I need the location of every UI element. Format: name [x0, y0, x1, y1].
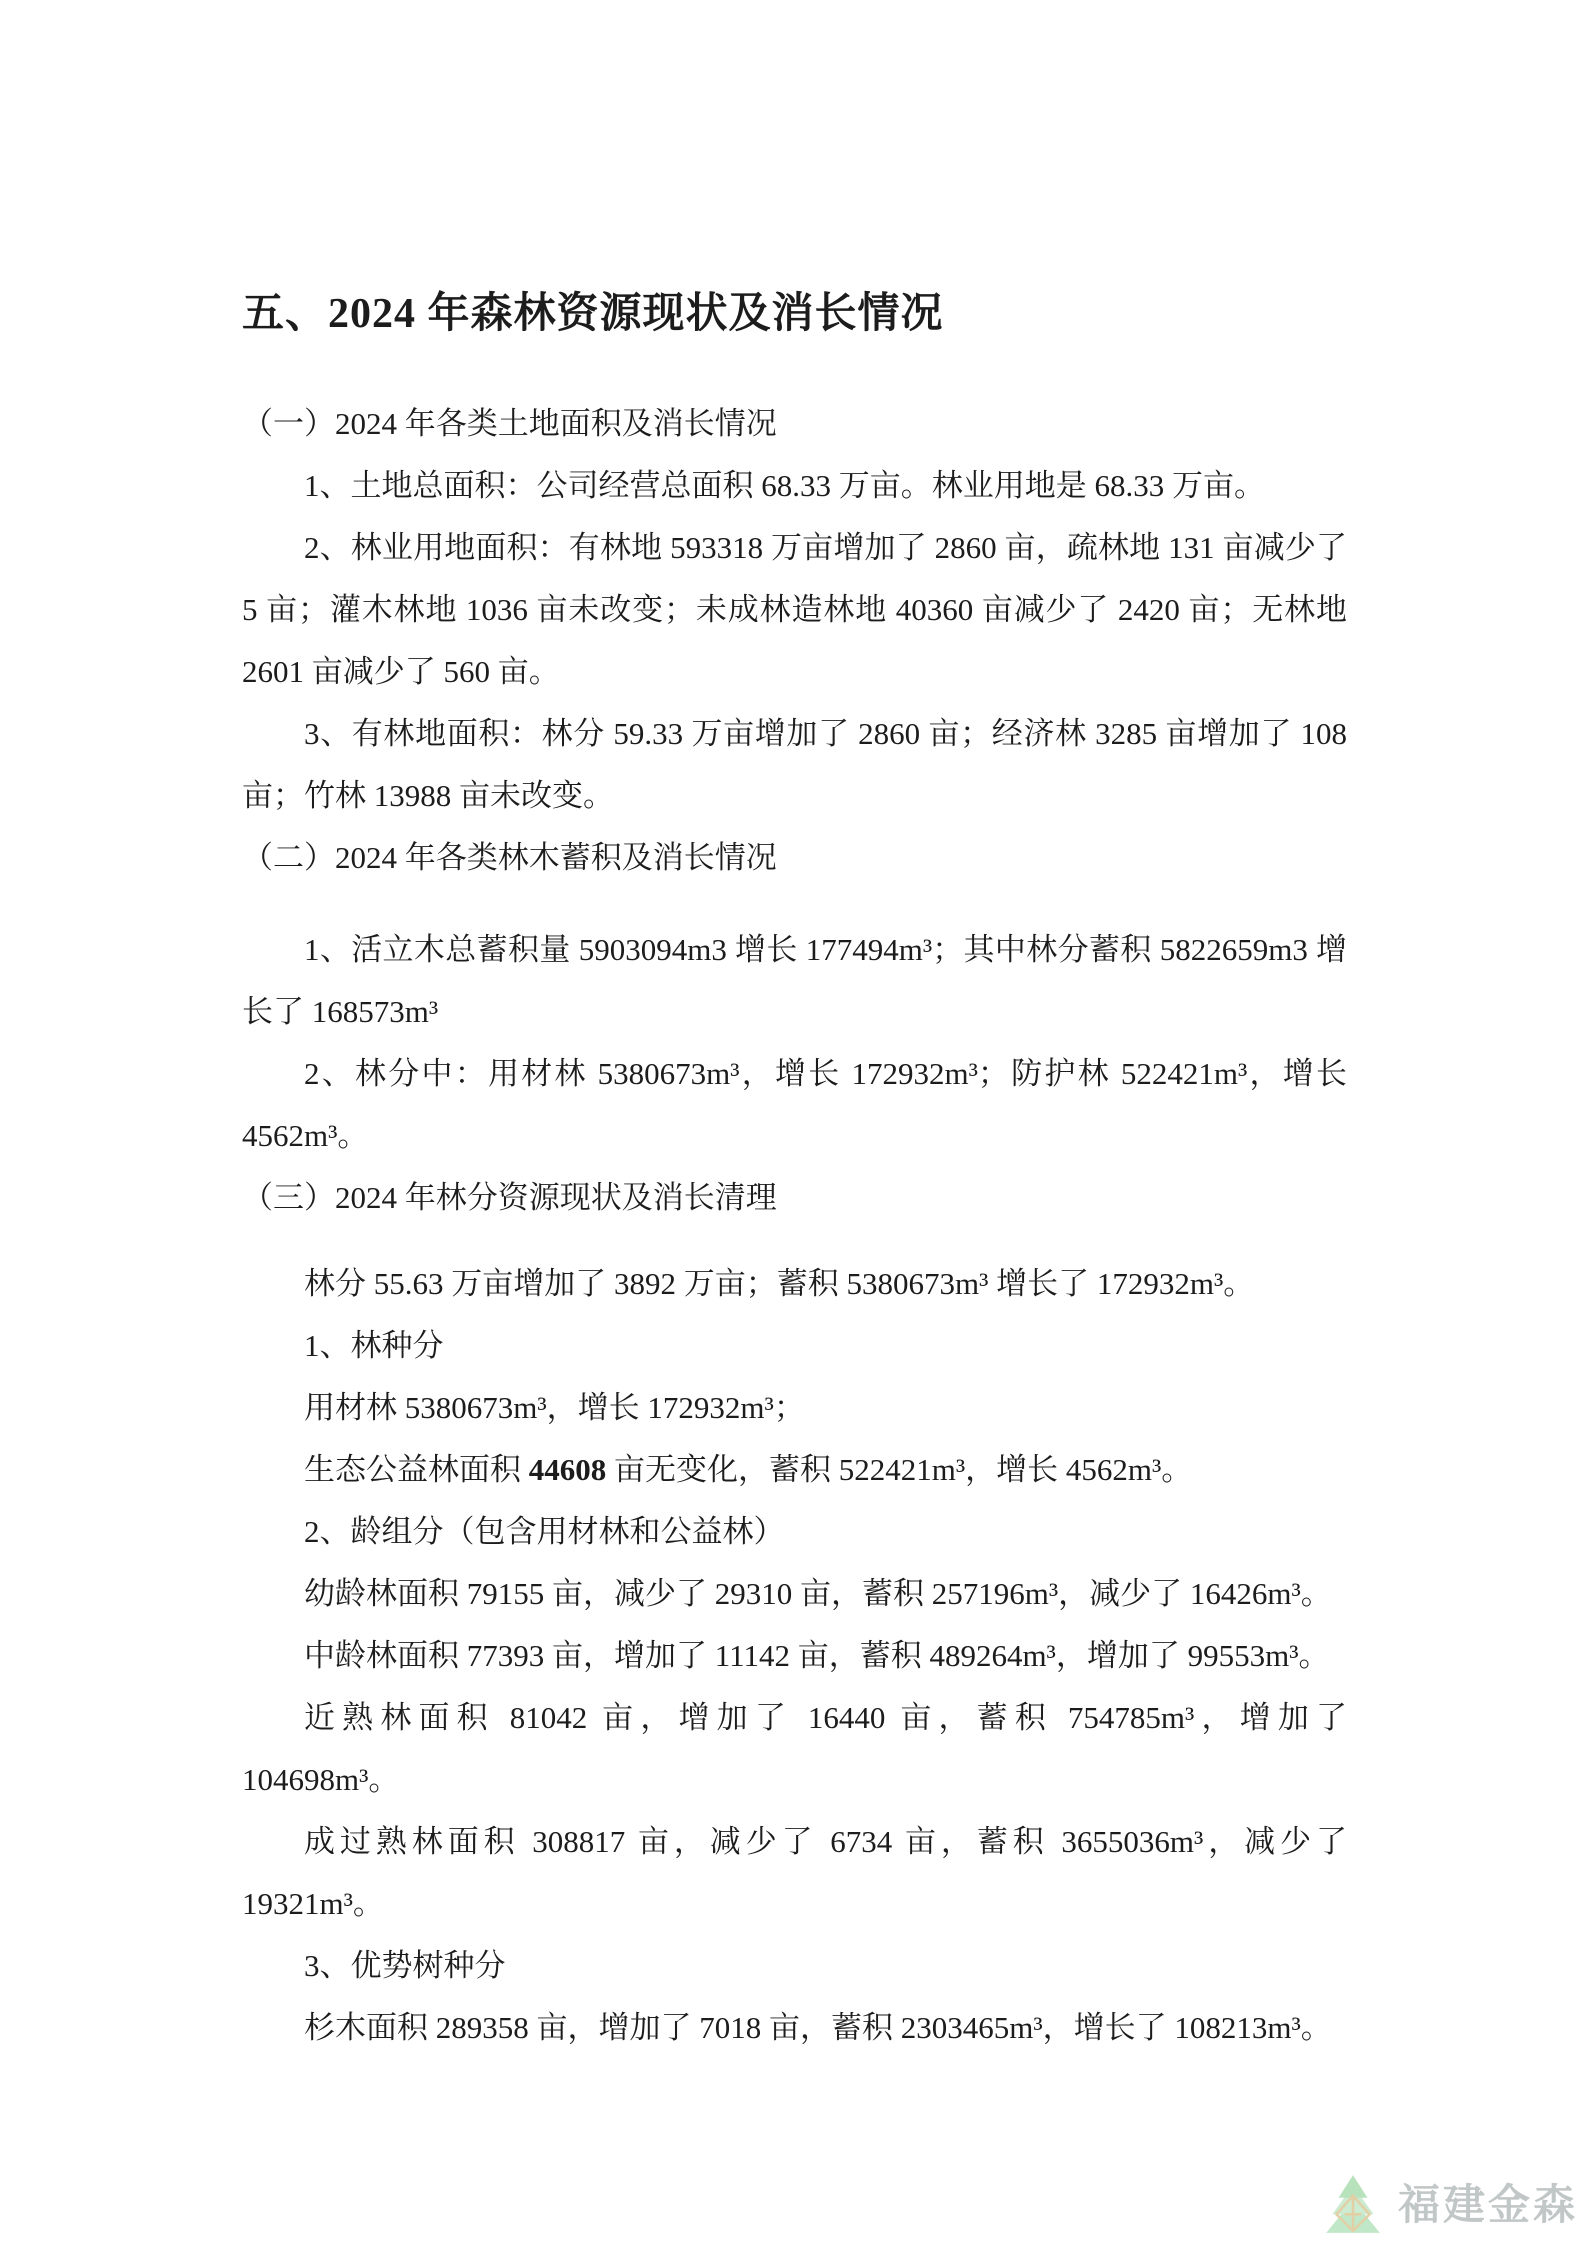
paragraph-near-mature-forest: 近熟林面积 81042 亩，增加了 16440 亩，蓄积 754785m³，增加了 104698m³。	[242, 1700, 1347, 1797]
paragraph-standing-volume: 1、活立木总蓄积量 5903094m3 增长 177494m³；其中林分蓄积 5822659m3 增长了 168573m³	[242, 932, 1347, 1029]
paragraph-forested-area: 3、有林地面积：林分 59.33 万亩增加了 2860 亩；经济林 3285 亩增加了 108 亩；竹林 13988 亩未改变。	[242, 716, 1347, 813]
paragraph-stand-volume: 2、林分中：用材林 5380673m³，增长 172932m³；防护林 522421m³，增长 4562m³。	[242, 1056, 1347, 1153]
paragraph-stand-summary: 林分 55.63 万亩增加了 3892 万亩；蓄积 5380673m³ 增长了 172932m³。	[304, 1266, 1255, 1301]
ecological-forest-area-value: 44608	[528, 1452, 607, 1487]
paragraph-ecological-forest	[242, 1439, 1347, 1501]
section-heading-3: （三）2024 年林分资源现状及消长清理	[242, 1180, 777, 1215]
paragraph-land-total: 1、土地总面积：公司经营总面积 68.33 万亩。林业用地是 68.33 万亩。	[304, 468, 1265, 503]
section-heading-2: （二）2024 年各类林木蓄积及消长情况	[242, 840, 777, 875]
paragraph-timber-forest: 用材林 5380673m³，增长 172932m³；	[304, 1390, 805, 1425]
document-title: 五、2024 年森林资源现状及消长情况	[242, 291, 944, 337]
company-logo-text: 福建金森	[1397, 2181, 1578, 2228]
paragraph-middle-age-forest: 中龄林面积 77393 亩，增加了 11142 亩，蓄积 489264m³，增加了 99553m³。	[304, 1638, 1330, 1673]
paragraph-mature-forest: 成过熟林面积 308817 亩，减少了 6734 亩，蓄积 3655036m³，减少了 19321m³。	[242, 1824, 1347, 1921]
paragraph-forestry-land: 2、林业用地面积：有林地 593318 万亩增加了 2860 亩，疏林地 131 亩减少了 5 亩；灌木林地 1036 亩未改变；未成林造林地 40360 亩减少了 2420 亩；无林地 2601 亩减少了 560 亩。	[242, 530, 1347, 689]
section-heading-1: （一）2024 年各类土地面积及消长情况	[242, 406, 777, 441]
ecological-forest-text-post: 亩无变化，蓄积 522421m³，增长 4562m³。	[606, 1452, 1193, 1487]
paragraph-fir: 杉木面积 289358 亩，增加了 7018 亩，蓄积 2303465m³，增长了 108213m³。	[304, 2010, 1332, 2045]
paragraph-dominant-species-header: 3、优势树种分	[304, 1948, 506, 1983]
paragraph-young-forest: 幼龄林面积 79155 亩，减少了 29310 亩，蓄积 257196m³，减少了 16426m³。	[304, 1576, 1332, 1611]
content-area	[242, 281, 1347, 2059]
paragraph-forest-type-header: 1、林种分	[304, 1328, 444, 1363]
pine-tree-icon	[1322, 2173, 1384, 2237]
company-logo	[1322, 2173, 1578, 2237]
paragraph-age-group-header: 2、龄组分（包含用材林和公益林）	[304, 1514, 785, 1549]
ecological-forest-text-pre: 生态公益林面积	[304, 1452, 529, 1487]
